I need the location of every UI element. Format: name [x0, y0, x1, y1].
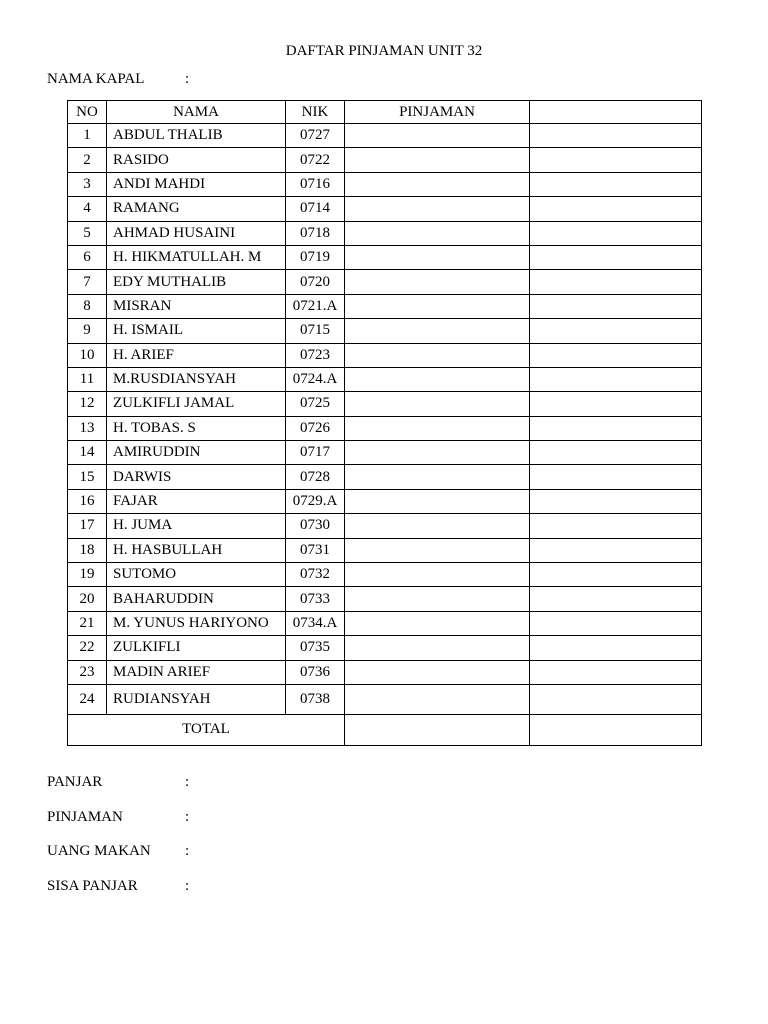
row-no-cell: 5	[68, 221, 107, 245]
header-nik: NIK	[286, 101, 345, 124]
row-extra-cell[interactable]	[530, 270, 702, 294]
table-body	[68, 124, 702, 715]
row-extra-cell[interactable]	[530, 367, 702, 391]
row-nama-cell: ZULKIFLI JAMAL	[107, 392, 286, 416]
row-nama-cell: MADIN ARIEF	[107, 660, 286, 684]
row-nik-cell: 0719	[286, 245, 345, 269]
row-nama-cell: H. ARIEF	[107, 343, 286, 367]
document-title: DAFTAR PINJAMAN UNIT 32	[285, 43, 483, 59]
footer-row-uang-makan	[47, 843, 189, 860]
row-nik-cell: 0729.A	[286, 489, 345, 513]
table-row	[68, 392, 702, 416]
row-no-cell: 24	[68, 684, 107, 714]
row-pinjaman-cell[interactable]	[345, 636, 530, 660]
row-nik-cell: 0728	[286, 465, 345, 489]
row-extra-cell[interactable]	[530, 392, 702, 416]
table-row	[68, 124, 702, 148]
row-nik-cell: 0731	[286, 538, 345, 562]
row-no-cell: 3	[68, 172, 107, 196]
row-nama-cell: AHMAD HUSAINI	[107, 221, 286, 245]
row-nik-cell: 0715	[286, 319, 345, 343]
table-row	[68, 343, 702, 367]
footer-row-pinjaman	[47, 809, 189, 826]
row-nama-cell: EDY MUTHALIB	[107, 270, 286, 294]
table-row	[68, 465, 702, 489]
row-pinjaman-cell[interactable]	[345, 124, 530, 148]
footer-separator: :	[185, 878, 190, 894]
row-nama-cell: MISRAN	[107, 294, 286, 318]
row-extra-cell[interactable]	[530, 563, 702, 587]
row-nik-cell: 0723	[286, 343, 345, 367]
row-nik-cell: 0725	[286, 392, 345, 416]
row-nik-cell: 0714	[286, 197, 345, 221]
row-extra-cell[interactable]	[530, 221, 702, 245]
row-nama-cell: DARWIS	[107, 465, 286, 489]
row-nama-cell: M.RUSDIANSYAH	[107, 367, 286, 391]
row-nama-cell: H. JUMA	[107, 514, 286, 538]
table-row	[68, 172, 702, 196]
footer-label: PANJAR	[47, 774, 103, 790]
row-pinjaman-cell[interactable]	[345, 367, 530, 391]
table-header-row	[68, 101, 702, 124]
row-no-cell: 10	[68, 343, 107, 367]
footer-separator: :	[185, 809, 190, 825]
row-nik-cell: 0721.A	[286, 294, 345, 318]
row-nik-cell: 0738	[286, 684, 345, 714]
table-row	[68, 221, 702, 245]
row-pinjaman-cell[interactable]	[345, 660, 530, 684]
total-row	[68, 714, 702, 745]
total-label: TOTAL	[68, 714, 345, 745]
row-nama-cell: RUDIANSYAH	[107, 684, 286, 714]
row-pinjaman-cell[interactable]	[345, 245, 530, 269]
table-row	[68, 367, 702, 391]
row-no-cell: 7	[68, 270, 107, 294]
row-no-cell: 16	[68, 489, 107, 513]
row-no-cell: 4	[68, 197, 107, 221]
row-extra-cell[interactable]	[530, 416, 702, 440]
row-extra-cell[interactable]	[530, 465, 702, 489]
row-pinjaman-cell[interactable]	[345, 172, 530, 196]
row-pinjaman-cell[interactable]	[345, 270, 530, 294]
row-extra-cell[interactable]	[530, 124, 702, 148]
row-pinjaman-cell[interactable]	[345, 465, 530, 489]
row-nik-cell: 0732	[286, 563, 345, 587]
row-extra-cell[interactable]	[530, 611, 702, 635]
row-no-cell: 2	[68, 148, 107, 172]
table-row	[68, 416, 702, 440]
row-nama-cell: BAHARUDDIN	[107, 587, 286, 611]
table-row	[68, 294, 702, 318]
table-row	[68, 587, 702, 611]
row-nama-cell: H. ISMAIL	[107, 319, 286, 343]
row-nama-cell: AMIRUDDIN	[107, 441, 286, 465]
row-no-cell: 17	[68, 514, 107, 538]
row-nik-cell: 0727	[286, 124, 345, 148]
table-row	[68, 197, 702, 221]
row-extra-cell[interactable]	[530, 294, 702, 318]
row-nama-cell: M. YUNUS HARIYONO	[107, 611, 286, 635]
row-nik-cell: 0724.A	[286, 367, 345, 391]
footer-label: SISA PANJAR	[47, 878, 138, 894]
footer-row-sisa-panjar	[47, 878, 189, 895]
row-pinjaman-cell[interactable]	[345, 563, 530, 587]
row-nik-cell: 0730	[286, 514, 345, 538]
table-row	[68, 148, 702, 172]
header-extra	[530, 101, 702, 124]
row-no-cell: 1	[68, 124, 107, 148]
row-extra-cell[interactable]	[530, 684, 702, 714]
nama-kapal-row	[47, 71, 189, 88]
loan-table	[67, 100, 702, 746]
row-nama-cell: ABDUL THALIB	[107, 124, 286, 148]
row-nik-cell: 0717	[286, 441, 345, 465]
nama-kapal-label: NAMA KAPAL	[47, 71, 145, 87]
row-pinjaman-cell[interactable]	[345, 489, 530, 513]
header-nama: NAMA	[107, 101, 286, 124]
row-nik-cell: 0733	[286, 587, 345, 611]
row-nik-cell: 0716	[286, 172, 345, 196]
row-no-cell: 19	[68, 563, 107, 587]
row-nama-cell: RASIDO	[107, 148, 286, 172]
row-no-cell: 8	[68, 294, 107, 318]
row-extra-cell[interactable]	[530, 660, 702, 684]
row-pinjaman-cell[interactable]	[345, 221, 530, 245]
row-pinjaman-cell[interactable]	[345, 392, 530, 416]
row-nama-cell: ANDI MAHDI	[107, 172, 286, 196]
row-no-cell: 22	[68, 636, 107, 660]
row-pinjaman-cell[interactable]	[345, 514, 530, 538]
table-row	[68, 538, 702, 562]
footer-label: UANG MAKAN	[47, 843, 151, 859]
row-extra-cell[interactable]	[530, 172, 702, 196]
table-row	[68, 319, 702, 343]
row-pinjaman-cell[interactable]	[345, 611, 530, 635]
row-nama-cell: H. TOBAS. S	[107, 416, 286, 440]
table-row	[68, 245, 702, 269]
row-extra-cell[interactable]	[530, 148, 702, 172]
row-extra-cell[interactable]	[530, 538, 702, 562]
footer-separator: :	[185, 774, 190, 790]
table-row	[68, 489, 702, 513]
row-nama-cell: H. HIKMATULLAH. M	[107, 245, 286, 269]
footer-row-panjar	[47, 774, 189, 791]
row-pinjaman-cell[interactable]	[345, 148, 530, 172]
row-nama-cell: FAJAR	[107, 489, 286, 513]
row-nama-cell: SUTOMO	[107, 563, 286, 587]
row-extra-cell[interactable]	[530, 636, 702, 660]
row-extra-cell[interactable]	[530, 319, 702, 343]
total-extra-cell[interactable]	[530, 714, 702, 745]
table-row	[68, 563, 702, 587]
row-extra-cell[interactable]	[530, 197, 702, 221]
table-row	[68, 684, 702, 714]
footer-label: PINJAMAN	[47, 809, 123, 825]
nama-kapal-separator: :	[185, 71, 190, 87]
row-no-cell: 23	[68, 660, 107, 684]
row-pinjaman-cell[interactable]	[345, 684, 530, 714]
footer-separator: :	[185, 843, 190, 859]
row-extra-cell[interactable]	[530, 489, 702, 513]
row-pinjaman-cell[interactable]	[345, 441, 530, 465]
header-no: NO	[68, 101, 107, 124]
row-no-cell: 6	[68, 245, 107, 269]
row-nik-cell: 0736	[286, 660, 345, 684]
header-pinjaman: PINJAMAN	[345, 101, 530, 124]
row-extra-cell[interactable]	[530, 245, 702, 269]
row-no-cell: 9	[68, 319, 107, 343]
row-no-cell: 13	[68, 416, 107, 440]
row-pinjaman-cell[interactable]	[345, 343, 530, 367]
table-row	[68, 514, 702, 538]
row-pinjaman-cell[interactable]	[345, 538, 530, 562]
row-extra-cell[interactable]	[530, 343, 702, 367]
table-row	[68, 270, 702, 294]
row-extra-cell[interactable]	[530, 514, 702, 538]
row-extra-cell[interactable]	[530, 587, 702, 611]
row-extra-cell[interactable]	[530, 441, 702, 465]
row-no-cell: 14	[68, 441, 107, 465]
row-nik-cell: 0722	[286, 148, 345, 172]
table-row	[68, 660, 702, 684]
row-nik-cell: 0734.A	[286, 611, 345, 635]
total-pinjaman-cell[interactable]	[345, 714, 530, 745]
row-pinjaman-cell[interactable]	[345, 197, 530, 221]
row-pinjaman-cell[interactable]	[345, 587, 530, 611]
row-no-cell: 20	[68, 587, 107, 611]
row-nik-cell: 0735	[286, 636, 345, 660]
row-nama-cell: RAMANG	[107, 197, 286, 221]
table-row	[68, 441, 702, 465]
row-nama-cell: ZULKIFLI	[107, 636, 286, 660]
row-nama-cell: H. HASBULLAH	[107, 538, 286, 562]
row-nik-cell: 0726	[286, 416, 345, 440]
row-nik-cell: 0718	[286, 221, 345, 245]
row-pinjaman-cell[interactable]	[345, 294, 530, 318]
row-no-cell: 11	[68, 367, 107, 391]
row-pinjaman-cell[interactable]	[345, 416, 530, 440]
row-no-cell: 15	[68, 465, 107, 489]
row-pinjaman-cell[interactable]	[345, 319, 530, 343]
row-no-cell: 12	[68, 392, 107, 416]
table-row	[68, 611, 702, 635]
row-no-cell: 21	[68, 611, 107, 635]
row-nik-cell: 0720	[286, 270, 345, 294]
row-no-cell: 18	[68, 538, 107, 562]
table-row	[68, 636, 702, 660]
